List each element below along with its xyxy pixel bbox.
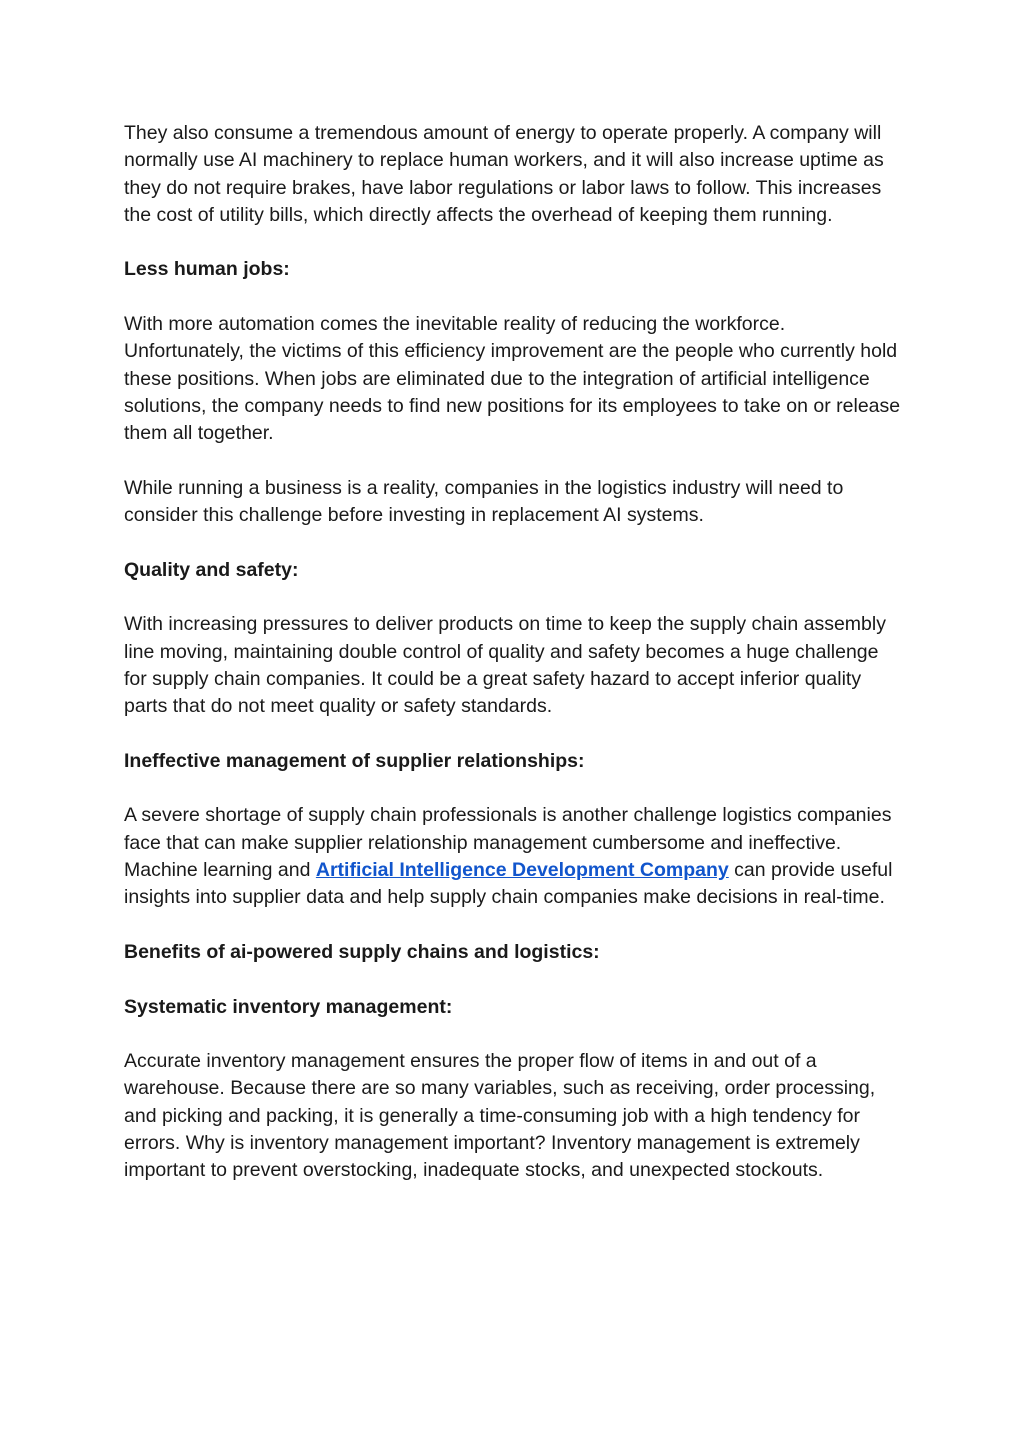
heading-supplier-relationships: Ineffective management of supplier relationships: xyxy=(124,749,585,772)
document-page xyxy=(124,120,904,1212)
heading-inventory-management: Systematic inventory management: xyxy=(124,995,453,1018)
paragraph-energy: They also consume a tremendous amount of energy to operate properly. A company will normally use AI machinery to replace human workers, and it will also increase uptime as they do not require brakes, have labor regulations or labor laws to follow. This increases the cost of utility bills, which directly affects the overhead of keeping them running. xyxy=(124,122,884,226)
paragraph-business-reality: While running a business is a reality, companies in the logistics industry will need to consider this challenge before investing in replacement AI systems. xyxy=(124,476,844,527)
ai-development-company-link[interactable]: Artificial Intelligence Development Company xyxy=(315,859,729,882)
paragraph-quality-pressures: With increasing pressures to deliver products on time to keep the supply chain assembly line moving, maintaining double control of quality and safety becomes a huge challenge for supply chain companies. It could be a great safety hazard to accept inferior quality parts that do not meet quality or safety standards. xyxy=(124,613,886,718)
machine-learning-lead-text: Machine learning and xyxy=(124,859,316,882)
heading-quality-and-safety: Quality and safety: xyxy=(124,558,299,581)
heading-benefits: Benefits of ai-powered supply chains and logistics: xyxy=(124,940,600,963)
machine-learning-trailing-text: can provide useful insights into supplier data and help supply chain companies make decisions in real-time. xyxy=(124,859,893,909)
paragraph-machine-learning xyxy=(124,857,904,912)
paragraph-shortage: A severe shortage of supply chain professionals is another challenge logistics companies face that can make supplier relationship management cumbersome and ineffective. xyxy=(124,804,892,854)
heading-less-human-jobs: Less human jobs: xyxy=(124,258,290,281)
paragraph-automation: With more automation comes the inevitable reality of reducing the workforce. Unfortunately, the victims of this efficiency improvement are the people who currently hold these positions. When jobs are eliminated due to the integration of artificial intelligence solutions, the company needs to find new positions for its employees to take on or release them all together. xyxy=(124,313,901,445)
paragraph-inventory: Accurate inventory management ensures the proper flow of items in and out of a warehouse. Because there are so many variables, such as receiving, order processing, and picking and packing, it is generally a time-consuming job with a high tendency for errors. Why is inventory management important? Inventory management is extremely important to prevent overstocking, inadequate stocks, and unexpected stockouts. xyxy=(124,1050,876,1182)
